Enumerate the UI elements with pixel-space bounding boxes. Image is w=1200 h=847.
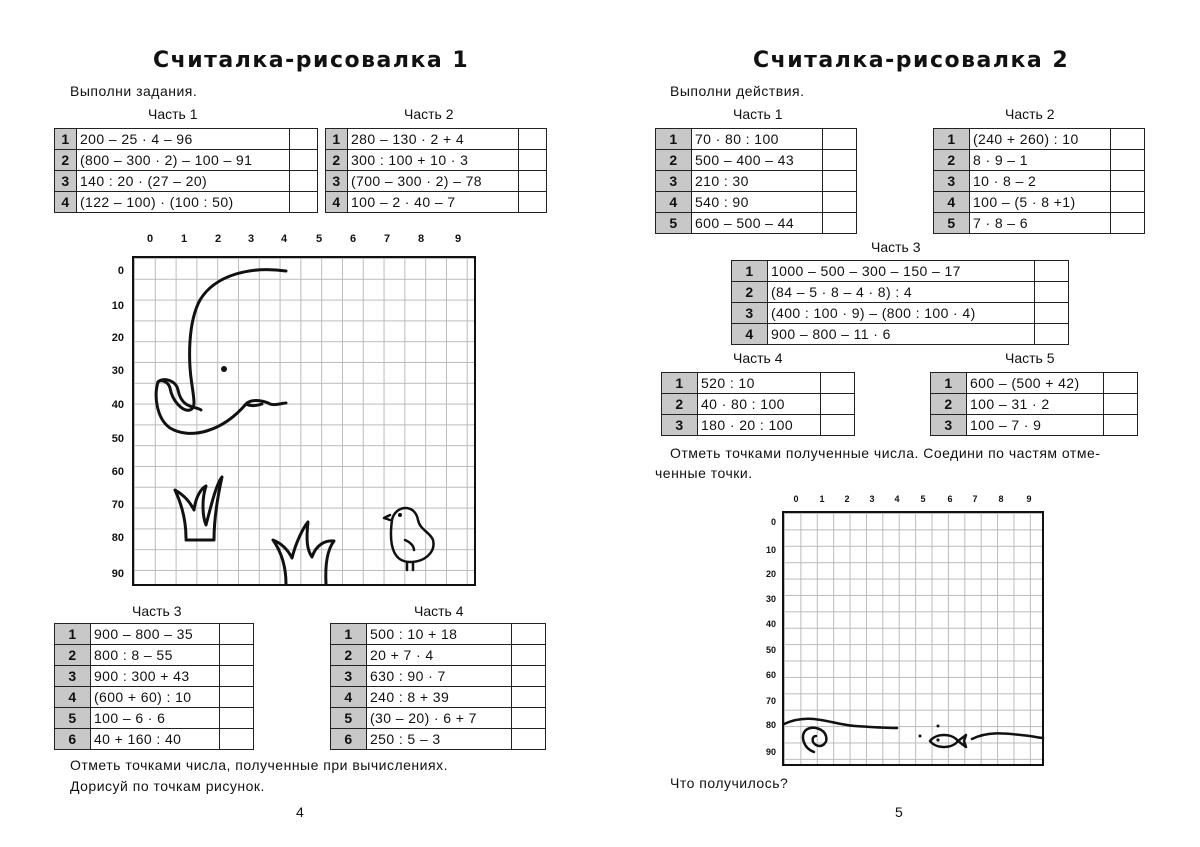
task-text-2: ченные точки. (655, 465, 753, 481)
row-number: 1 (931, 373, 967, 394)
y-tick: 70 (765, 696, 776, 706)
y-tick: 50 (765, 645, 776, 655)
expression: 250 : 5 – 3 (367, 729, 512, 750)
y-tick: 20 (765, 569, 776, 579)
row-number: 5 (331, 708, 367, 729)
expression: (400 : 100 · 9) – (800 : 100 · 4) (768, 303, 1035, 324)
y-tick: 30 (765, 594, 776, 604)
task-text-1: Отметь точками полученные числа. Соедини по частям отме- (670, 445, 1101, 461)
answer-cell[interactable] (220, 645, 254, 666)
x-tick: 4 (894, 494, 900, 504)
table-row (331, 666, 546, 687)
x-tick: 0 (146, 233, 154, 245)
row-number: 5 (55, 708, 91, 729)
table-row (55, 708, 254, 729)
part1-label: Часть 1 (148, 106, 198, 122)
expression: 100 – 6 · 6 (91, 708, 220, 729)
row-number: 4 (331, 687, 367, 708)
answer-cell[interactable] (512, 708, 546, 729)
row-number: 2 (662, 394, 698, 415)
x-tick: 1 (819, 494, 825, 504)
table-row (331, 645, 546, 666)
row-number: 6 (55, 729, 91, 750)
row-number: 1 (656, 129, 692, 150)
expression: (700 – 300 · 2) – 78 (348, 171, 519, 192)
expression: (122 – 100) · (100 : 50) (77, 192, 290, 213)
expression: 900 – 800 – 11 · 6 (768, 324, 1035, 345)
answer-cell[interactable] (512, 645, 546, 666)
fish-body (930, 735, 958, 747)
row-number: 3 (55, 171, 77, 192)
part4-table (330, 623, 546, 750)
expression: 520 : 10 (698, 373, 821, 394)
page-number: 5 (895, 804, 903, 820)
instruction: Выполни задания. (70, 83, 198, 99)
expression: 280 – 130 · 2 + 4 (348, 129, 519, 150)
page-title: Считалка-рисовалка 1 (153, 48, 470, 73)
row-number: 2 (732, 282, 768, 303)
page-title: Считалка-рисовалка 2 (753, 48, 1070, 73)
answer-cell[interactable] (512, 729, 546, 750)
y-tick: 40 (765, 619, 776, 629)
row-number: 5 (934, 213, 970, 234)
expression: 100 – 31 · 2 (967, 394, 1104, 415)
row-number: 4 (732, 324, 768, 345)
row-number: 3 (656, 171, 692, 192)
sea-drawing (600, 0, 1200, 847)
chick (384, 508, 433, 570)
row-number: 2 (55, 150, 77, 171)
row-number: 4 (656, 192, 692, 213)
x-tick: 1 (180, 233, 188, 245)
y-tick: 50 (111, 433, 124, 445)
part4-label: Часть 4 (414, 603, 464, 619)
expression: 200 – 25 · 4 – 96 (77, 129, 290, 150)
x-tick: 3 (869, 494, 875, 504)
instruction: Выполни действия. (670, 83, 805, 99)
expression: 630 : 90 · 7 (367, 666, 512, 687)
y-tick: 30 (111, 365, 124, 377)
answer-cell[interactable] (220, 729, 254, 750)
table-row (331, 624, 546, 645)
expression: 600 – (500 + 42) (967, 373, 1104, 394)
row-number: 3 (326, 171, 348, 192)
row-number: 3 (732, 303, 768, 324)
expression: (84 – 5 · 8 – 4 · 8) : 4 (768, 282, 1035, 303)
row-number: 3 (331, 666, 367, 687)
wave-right (972, 733, 1043, 739)
part3-label: Часть 3 (132, 603, 182, 619)
table-row (55, 729, 254, 750)
part3-table (54, 623, 254, 750)
y-tick: 60 (111, 466, 124, 478)
row-number: 5 (656, 213, 692, 234)
row-number: 3 (931, 415, 967, 436)
expression: 70 · 80 : 100 (692, 129, 823, 150)
footer-text-1: Отметь точками числа, полученные при вычислениях. (70, 757, 448, 773)
part5-label: Часть 5 (1005, 350, 1055, 366)
snail-shell (803, 728, 826, 752)
y-tick: 70 (111, 499, 124, 511)
grass-left (175, 477, 222, 540)
y-tick: 10 (111, 300, 124, 312)
x-tick: 3 (247, 233, 255, 245)
row-number: 3 (55, 666, 91, 687)
expression: (240 + 260) : 10 (970, 129, 1111, 150)
page-number: 4 (296, 804, 304, 820)
row-number: 2 (331, 645, 367, 666)
expression: 100 – 2 · 40 – 7 (348, 192, 519, 213)
footer-text-2: Дорисуй по точкам рисунок. (70, 778, 265, 794)
x-tick: 5 (920, 494, 926, 504)
row-number: 4 (934, 192, 970, 213)
expression: 600 – 500 – 44 (692, 213, 823, 234)
expression: 210 : 30 (692, 171, 823, 192)
expression: 900 : 300 + 43 (91, 666, 220, 687)
part2-label: Часть 2 (404, 106, 454, 122)
expression: 140 : 20 · (27 – 20) (77, 171, 290, 192)
row-number: 3 (662, 415, 698, 436)
y-tick: 80 (765, 720, 776, 730)
expression: 500 : 10 + 18 (367, 624, 512, 645)
part2-label: Часть 2 (1005, 106, 1055, 122)
row-number: 2 (55, 645, 91, 666)
part1-label: Часть 1 (733, 106, 783, 122)
row-number: 3 (934, 171, 970, 192)
expression: 540 : 90 (692, 192, 823, 213)
expression: 900 – 800 – 35 (91, 624, 220, 645)
row-number: 1 (55, 624, 91, 645)
y-tick: 10 (765, 545, 776, 555)
answer-cell[interactable] (220, 708, 254, 729)
expression: 8 · 9 – 1 (970, 150, 1111, 171)
row-number: 1 (732, 261, 768, 282)
expression: 10 · 8 – 2 (970, 171, 1111, 192)
elephant-eye (221, 366, 227, 372)
answer-cell[interactable] (512, 624, 546, 645)
table-row (331, 729, 546, 750)
right-page (600, 0, 1200, 847)
row-number: 1 (331, 624, 367, 645)
y-tick: 60 (765, 670, 776, 680)
y-tick: 90 (111, 568, 124, 580)
row-number: 1 (326, 129, 348, 150)
expression: 20 + 7 · 4 (367, 645, 512, 666)
answer-cell[interactable] (512, 666, 546, 687)
expression: 300 : 100 + 10 · 3 (348, 150, 519, 171)
table-row (55, 687, 254, 708)
row-number: 1 (55, 129, 77, 150)
table-row (55, 624, 254, 645)
expression: 240 : 8 + 39 (367, 687, 512, 708)
row-number: 2 (931, 394, 967, 415)
row-number: 1 (662, 373, 698, 394)
expression: 40 + 160 : 40 (91, 729, 220, 750)
answer-cell[interactable] (220, 687, 254, 708)
row-number: 2 (326, 150, 348, 171)
expression: (600 + 60) : 10 (91, 687, 220, 708)
table-row (331, 687, 546, 708)
row-number: 4 (326, 192, 348, 213)
part3-label: Часть 3 (871, 239, 921, 255)
y-tick: 40 (111, 399, 124, 411)
x-tick: 2 (214, 233, 222, 245)
x-tick: 9 (454, 233, 462, 245)
answer-cell[interactable] (512, 687, 546, 708)
y-tick: 20 (111, 332, 124, 344)
answer-cell[interactable] (220, 624, 254, 645)
expression: 500 – 400 – 43 (692, 150, 823, 171)
expression: (800 – 300 · 2) – 100 – 91 (77, 150, 290, 171)
table-row (55, 666, 254, 687)
x-tick: 0 (793, 494, 799, 504)
row-number: 2 (656, 150, 692, 171)
x-tick: 6 (947, 494, 953, 504)
answer-cell[interactable] (220, 666, 254, 687)
row-number: 1 (934, 129, 970, 150)
y-tick: 0 (117, 265, 124, 277)
expression: 40 · 80 : 100 (698, 394, 821, 415)
part4-label: Часть 4 (733, 350, 783, 366)
question-text: Что получилось? (670, 775, 789, 791)
expression: 800 : 8 – 55 (91, 645, 220, 666)
expression: (30 – 20) · 6 + 7 (367, 708, 512, 729)
elephant-jaw (156, 382, 286, 433)
expression: 1000 – 500 – 300 – 150 – 17 (768, 261, 1035, 282)
x-tick: 7 (972, 494, 978, 504)
row-number: 4 (55, 687, 91, 708)
x-tick: 6 (349, 233, 357, 245)
expression: 7 · 8 – 6 (970, 213, 1111, 234)
wave-left (784, 719, 897, 728)
grass-right (273, 522, 334, 584)
table-row (55, 645, 254, 666)
x-tick: 9 (1026, 494, 1032, 504)
table-row (331, 708, 546, 729)
x-tick: 2 (844, 494, 850, 504)
y-tick: 80 (111, 532, 124, 544)
expression: 100 – (5 · 8 +1) (970, 192, 1111, 213)
x-tick: 8 (417, 233, 425, 245)
x-tick: 4 (280, 233, 288, 245)
y-tick: 90 (765, 747, 776, 757)
y-tick: 0 (770, 517, 776, 527)
x-tick: 8 (998, 494, 1004, 504)
row-number: 2 (934, 150, 970, 171)
expression: 100 – 7 · 9 (967, 415, 1104, 436)
expression: 180 · 20 : 100 (698, 415, 821, 436)
row-number: 4 (55, 192, 77, 213)
x-tick: 7 (383, 233, 391, 245)
row-number: 6 (331, 729, 367, 750)
x-tick: 5 (315, 233, 323, 245)
